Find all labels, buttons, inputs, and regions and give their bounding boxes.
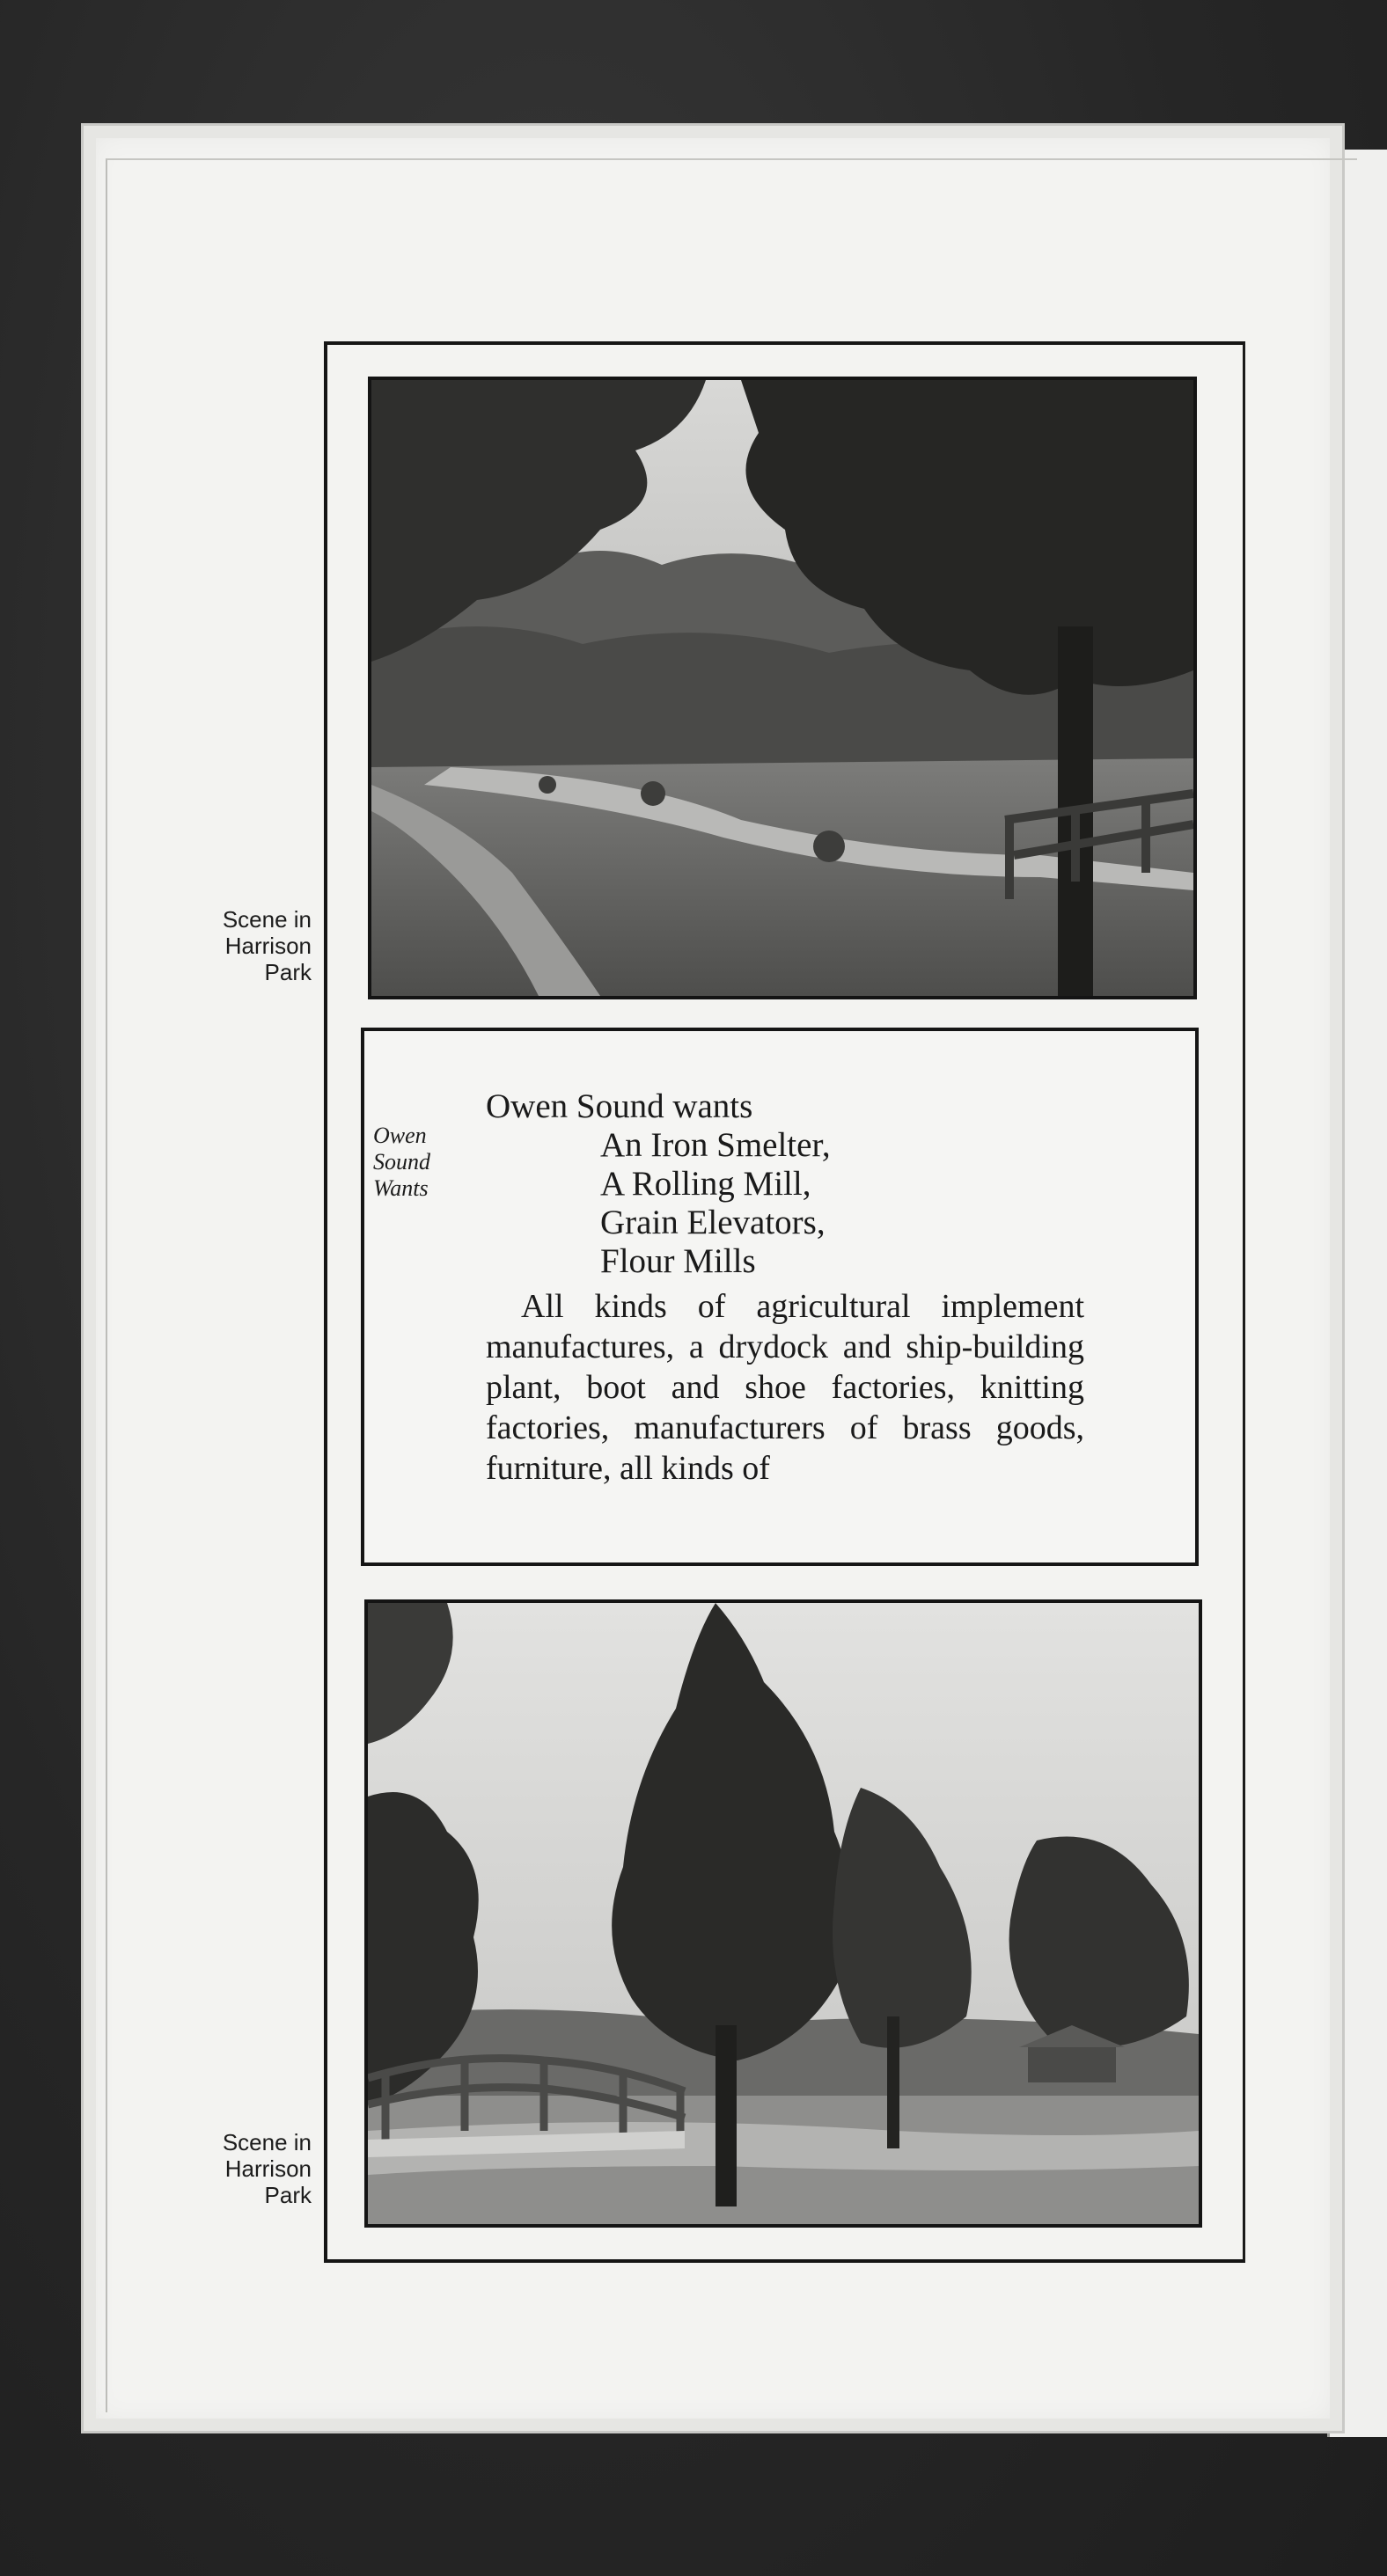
side-label-line: Owen [373,1123,427,1148]
photo-caption-top [118,906,312,985]
want-item: An Iron Smelter, [600,1126,831,1164]
panel-side-label [373,1123,479,1202]
photo-caption-bottom [118,2129,312,2208]
park-trees-photo [364,1599,1202,2228]
caption-line: Park [264,959,312,985]
want-item: Grain Elevators, [600,1204,826,1241]
want-item: A Rolling Mill, [600,1165,811,1203]
panel-lead: Owen Sound wants [486,1087,753,1125]
caption-line: Scene in [222,906,312,933]
panel-body [486,1087,1084,1489]
caption-line: Park [264,2182,312,2208]
side-label-line: Wants [373,1175,429,1201]
caption-line: Harrison [224,2155,312,2182]
panel-paragraph: All kinds of agricultural implement manufactures, a drydock and ship-building plant, boot and shoe factories, knitting factories, manufacturers of brass goods, furniture, all kinds of [486,1288,1084,1487]
side-label-line: Sound [373,1149,430,1175]
caption-line: Harrison [224,933,312,959]
park-scene-photo [368,377,1197,999]
caption-line: Scene in [222,2129,312,2155]
want-item: Flour Mills [600,1242,756,1280]
